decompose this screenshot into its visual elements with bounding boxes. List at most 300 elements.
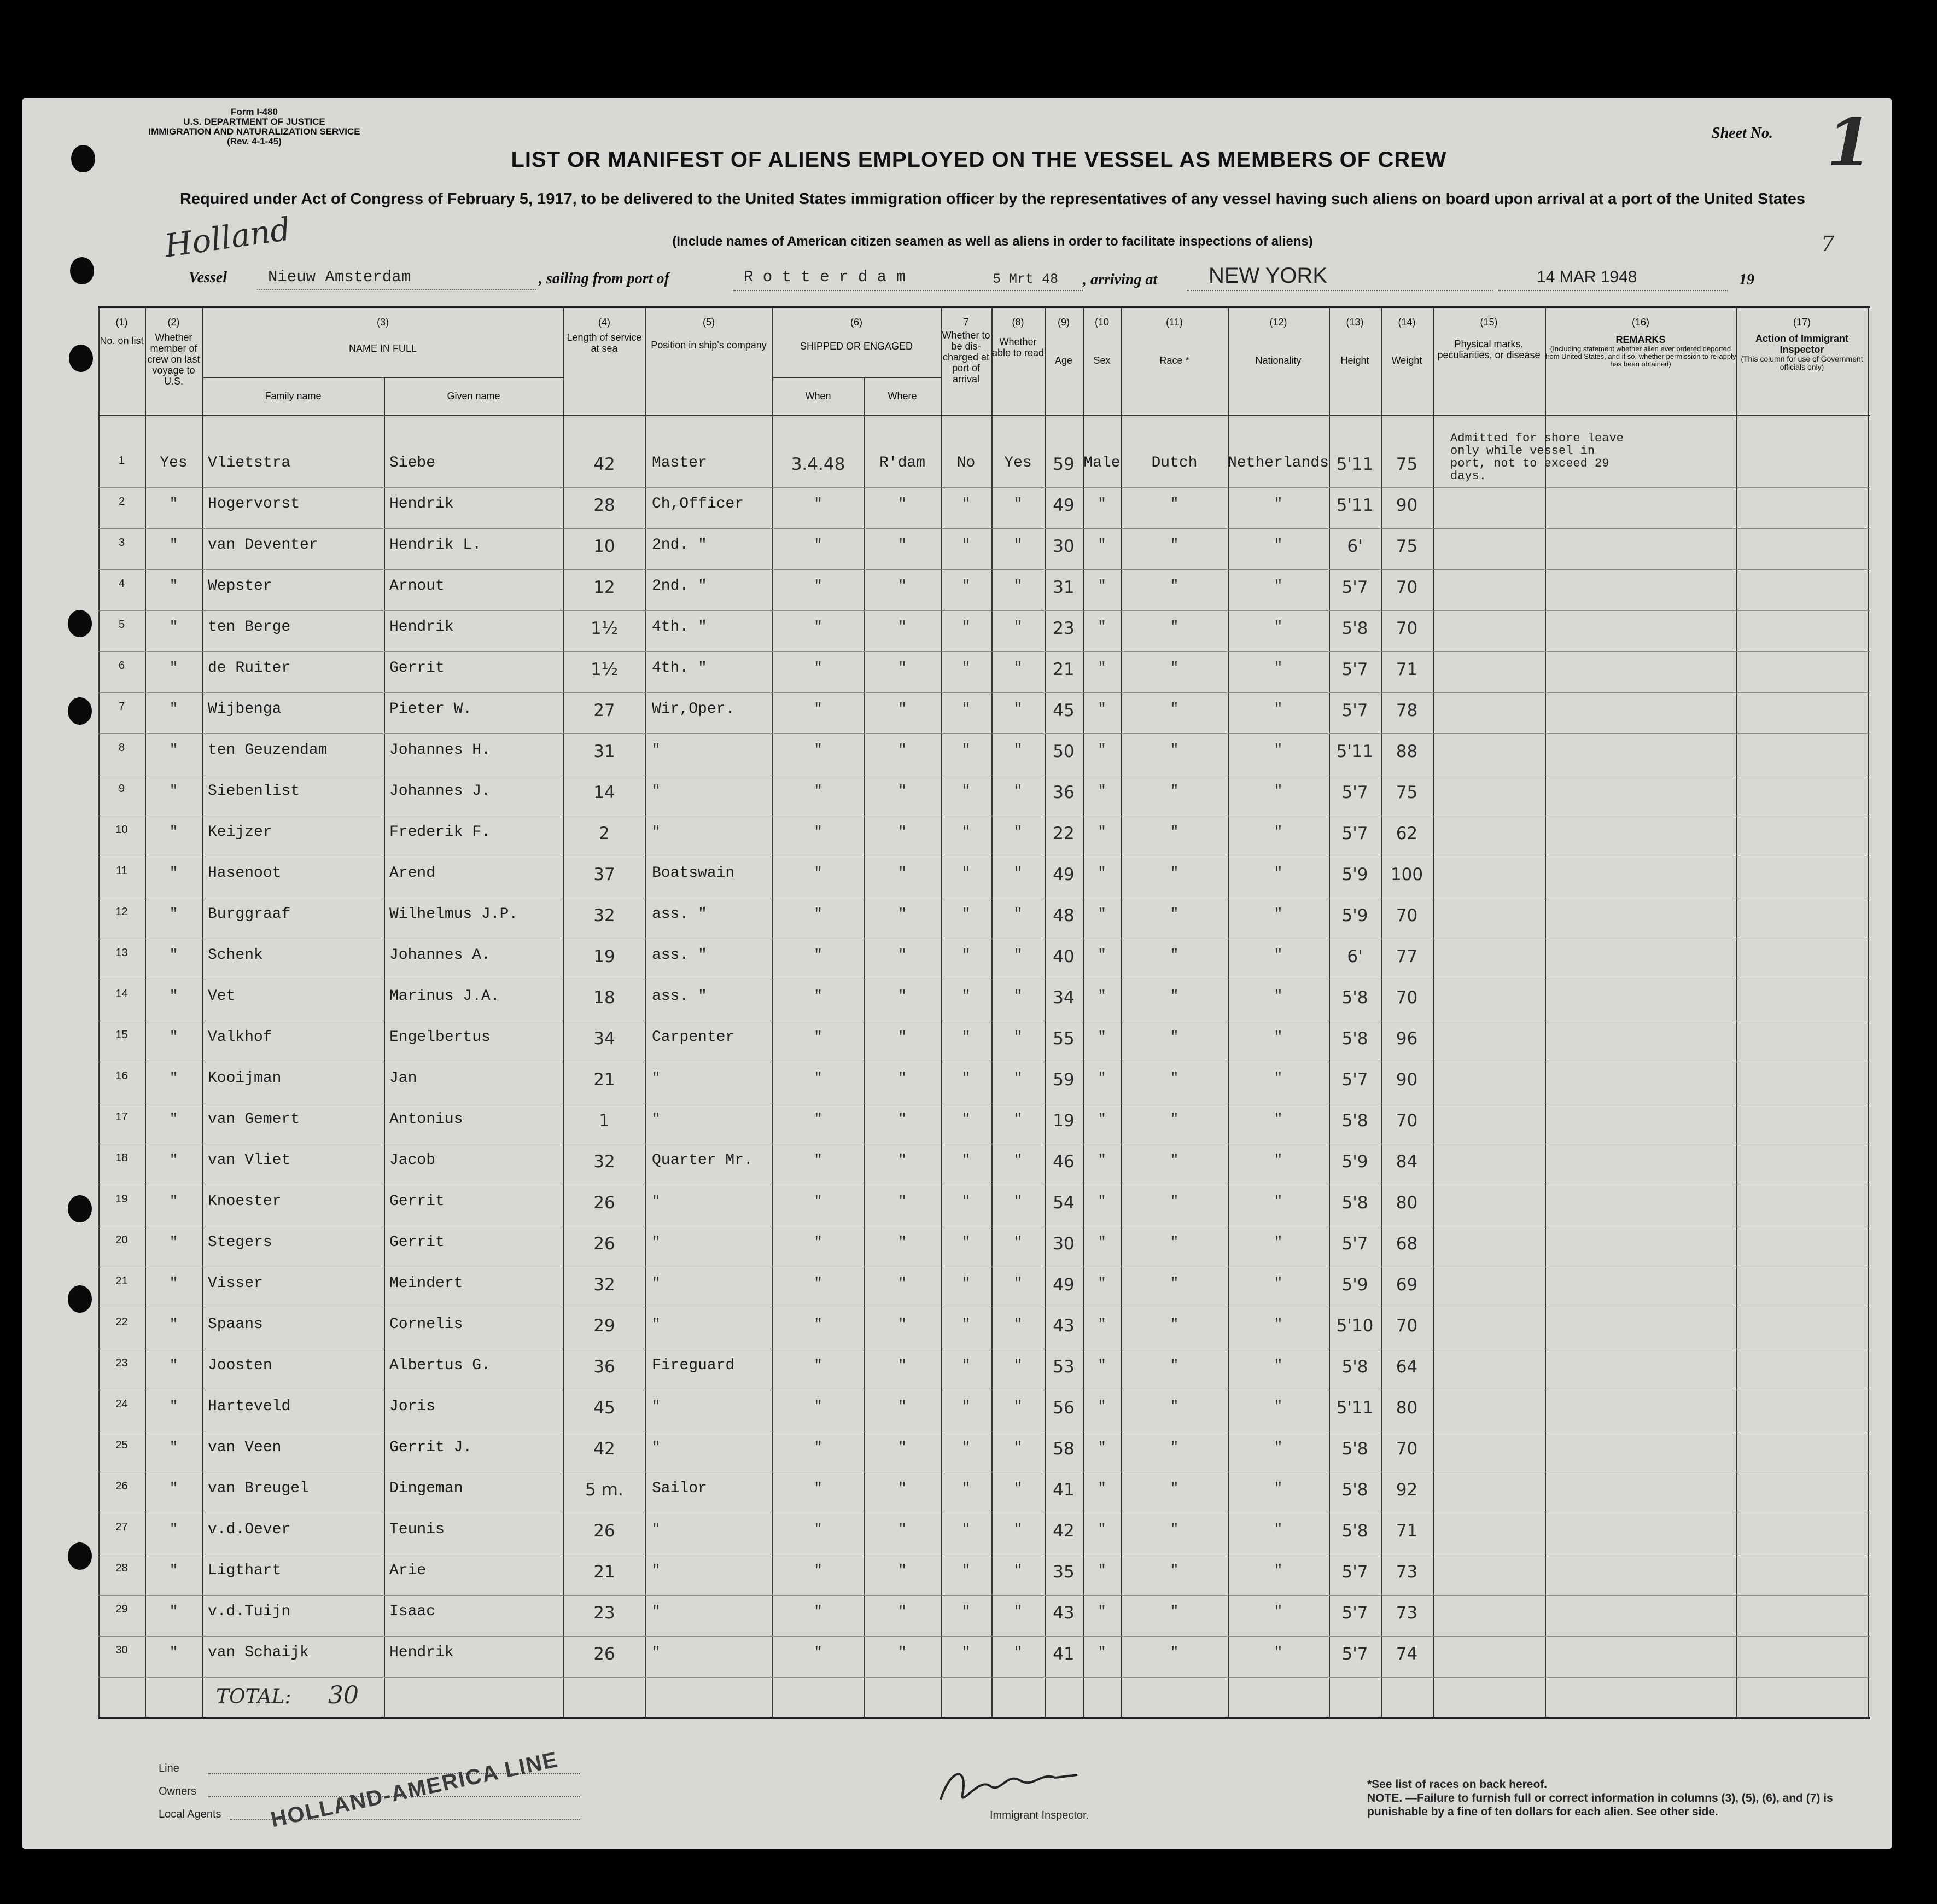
total-value: 30: [328, 1681, 359, 1709]
shipped-where-cell: ": [898, 1029, 907, 1045]
given-name-cell: Johannes H.: [389, 742, 491, 759]
age-cell: 54: [1053, 1193, 1075, 1213]
col-height-head: (13) Height: [1340, 317, 1369, 366]
age-cell: 46: [1053, 1152, 1075, 1172]
sex-cell: ": [1098, 783, 1106, 799]
position-cell: Quarter Mr.: [652, 1152, 753, 1169]
previous-voyage-cell: ": [169, 1070, 178, 1086]
age-cell: 30: [1053, 537, 1075, 556]
sex-cell: ": [1098, 537, 1106, 553]
row-number-cell: 19: [115, 1193, 128, 1205]
punch-hole: [68, 610, 92, 637]
previous-voyage-cell: ": [169, 660, 178, 676]
able-to-read-cell: ": [1013, 906, 1023, 922]
shipped-when-cell: ": [814, 783, 822, 799]
sex-cell: ": [1098, 1562, 1106, 1579]
row-number-cell: 27: [115, 1521, 128, 1533]
able-to-read-cell: ": [1013, 1234, 1023, 1250]
height-cell: 6': [1347, 947, 1363, 966]
discharged-cell: ": [961, 1603, 971, 1620]
weight-cell: 71: [1396, 660, 1418, 679]
sex-cell: ": [1098, 824, 1106, 840]
given-name-cell: Pieter W.: [389, 701, 472, 718]
age-cell: 41: [1053, 1644, 1075, 1664]
nationality-cell: ": [1274, 1644, 1283, 1661]
port-line: [733, 290, 1083, 291]
row-number-cell: 3: [118, 537, 125, 549]
length-of-service-cell: 23: [593, 1603, 615, 1623]
family-name-cell: van Gemert: [208, 1111, 300, 1128]
previous-voyage-cell: ": [169, 1398, 178, 1414]
height-cell: 5'8: [1341, 1111, 1368, 1131]
punch-hole: [70, 257, 94, 284]
height-cell: 5'9: [1341, 906, 1368, 925]
shipped-when-cell: ": [814, 824, 822, 840]
height-cell: 5'9: [1341, 1275, 1368, 1295]
previous-voyage-cell: ": [169, 619, 178, 635]
sex-cell: ": [1098, 1603, 1106, 1620]
nationality-cell: ": [1274, 1152, 1283, 1168]
punch-hole: [71, 145, 95, 172]
discharged-cell: ": [961, 947, 971, 963]
able-to-read-cell: ": [1013, 1029, 1023, 1045]
family-name-cell: Burggraaf: [208, 906, 291, 923]
shipped-where-cell: ": [898, 701, 907, 717]
shipped-where-cell: ": [898, 1111, 907, 1127]
height-cell: 5'7: [1341, 1562, 1368, 1582]
sex-cell: ": [1098, 1357, 1106, 1373]
row-number-cell: 22: [115, 1316, 128, 1328]
age-cell: 34: [1053, 988, 1075, 1008]
inspector-signature: [930, 1756, 1094, 1816]
able-to-read-cell: ": [1013, 824, 1023, 840]
race-cell: ": [1170, 1357, 1179, 1373]
height-cell: 5'7: [1341, 1070, 1368, 1090]
position-cell: ": [652, 1644, 661, 1661]
previous-voyage-cell: ": [169, 537, 178, 553]
discharged-cell: ": [961, 1029, 971, 1045]
table-row: [98, 1186, 1870, 1227]
nationality-cell: ": [1274, 1111, 1283, 1127]
age-cell: 59: [1053, 455, 1075, 474]
family-name-cell: Spaans: [208, 1316, 263, 1333]
sex-cell: ": [1098, 865, 1106, 881]
shipped-where-cell: ": [898, 1357, 907, 1373]
given-name-cell: Wilhelmus J.P.: [389, 906, 518, 923]
nationality-cell: ": [1274, 660, 1283, 676]
race-cell: ": [1170, 1398, 1179, 1414]
punch-hole: [68, 1542, 92, 1570]
race-cell: ": [1170, 619, 1179, 635]
nationality-cell: ": [1274, 1357, 1283, 1373]
height-cell: 5'9: [1341, 1152, 1368, 1172]
weight-cell: 78: [1396, 701, 1418, 720]
weight-cell: 70: [1396, 1316, 1418, 1336]
sex-cell: ": [1098, 496, 1106, 512]
length-of-service-cell: 45: [593, 1398, 615, 1418]
able-to-read-cell: ": [1013, 660, 1023, 676]
given-name-cell: Gerrit: [389, 660, 445, 677]
race-cell: Dutch: [1151, 455, 1198, 471]
shipped-when-cell: ": [814, 496, 822, 512]
row-number-cell: 7: [118, 701, 125, 713]
height-cell: 5'7: [1341, 824, 1368, 843]
nationality-cell: ": [1274, 1439, 1283, 1455]
previous-voyage-cell: ": [169, 496, 178, 512]
age-cell: 56: [1053, 1398, 1075, 1418]
arrival-port-line: [1187, 290, 1493, 291]
sex-cell: ": [1098, 1152, 1106, 1168]
footnote-races: *See list of races on back hereof.: [1367, 1778, 1548, 1791]
discharged-cell: ": [961, 1562, 971, 1579]
line-label: Line: [159, 1762, 179, 1774]
table-row: [98, 571, 1870, 612]
sex-cell: ": [1098, 1029, 1106, 1045]
length-of-service-cell: 26: [593, 1193, 615, 1213]
family-name-cell: Hasenoot: [208, 865, 282, 882]
department: U.S. DEPARTMENT OF JUSTICE: [183, 117, 325, 127]
previous-voyage-cell: ": [169, 742, 178, 758]
able-to-read-cell: ": [1013, 1521, 1023, 1538]
age-cell: 36: [1053, 783, 1075, 802]
table-row: [98, 1022, 1870, 1063]
arriving-label: , arriving at: [1083, 271, 1158, 288]
height-cell: 5'7: [1341, 660, 1368, 679]
length-of-service-cell: 1½: [591, 619, 618, 638]
age-cell: 21: [1053, 660, 1075, 679]
shipped-when-cell: ": [814, 537, 822, 553]
shipped-where-cell: ": [898, 865, 907, 881]
race-cell: ": [1170, 988, 1179, 1004]
height-cell: 5'11: [1336, 1398, 1374, 1418]
service-name: IMMIGRATION AND NATURALIZATION SERVICE: [148, 126, 360, 137]
family-name-cell: Schenk: [208, 947, 263, 964]
punch-hole: [68, 1285, 92, 1313]
given-name-cell: Joris: [389, 1398, 436, 1415]
given-name-cell: Isaac: [389, 1603, 436, 1620]
able-to-read-cell: ": [1013, 1070, 1023, 1086]
row-number-cell: 8: [118, 742, 125, 754]
shipped-when-cell: ": [814, 578, 822, 594]
age-cell: 49: [1053, 1275, 1075, 1295]
sex-cell: ": [1098, 660, 1106, 676]
sex-cell: ": [1098, 1111, 1106, 1127]
discharged-cell: ": [961, 537, 971, 553]
able-to-read-cell: Yes: [1004, 455, 1032, 471]
table-row: [98, 1597, 1870, 1638]
length-of-service-cell: 28: [593, 496, 615, 515]
nationality-cell: ": [1274, 578, 1283, 594]
shipped-when-cell: ": [814, 1603, 822, 1620]
punch-hole: [68, 1195, 92, 1222]
able-to-read-cell: ": [1013, 1603, 1023, 1620]
family-name-cell: Stegers: [208, 1234, 272, 1251]
position-cell: 4th. ": [652, 619, 707, 636]
position-cell: ": [652, 1070, 661, 1086]
shipped-where-cell: ": [898, 537, 907, 553]
nationality-cell: ": [1274, 824, 1283, 840]
nationality-cell: ": [1274, 1521, 1283, 1538]
position-cell: ": [652, 783, 661, 799]
discharged-cell: ": [961, 1398, 971, 1414]
col-discharged-head: 7 Whether to be dis-charged at port of arrival: [942, 317, 990, 385]
nationality-cell: ": [1274, 906, 1283, 922]
previous-voyage-cell: ": [169, 947, 178, 963]
shipped-when-cell: ": [814, 1480, 822, 1497]
length-of-service-cell: 36: [593, 1357, 615, 1377]
previous-voyage-cell: ": [169, 906, 178, 922]
given-name-cell: Gerrit J.: [389, 1439, 472, 1456]
row-number-cell: 13: [115, 947, 128, 959]
position-cell: ": [652, 1111, 661, 1127]
length-of-service-cell: 31: [593, 742, 615, 761]
length-of-service-cell: 32: [593, 906, 615, 925]
col-shipped-head: (6) SHIPPED OR ENGAGED: [800, 317, 913, 352]
weight-cell: 88: [1396, 742, 1418, 761]
length-of-service-cell: 5 m.: [585, 1480, 623, 1500]
revision: (Rev. 4-1-45): [227, 136, 282, 147]
weight-cell: 84: [1396, 1152, 1418, 1172]
given-name-cell: Gerrit: [389, 1234, 445, 1251]
weight-cell: 74: [1396, 1644, 1418, 1664]
family-name-cell: Wijbenga: [208, 701, 282, 718]
shipped-where-cell: ": [898, 906, 907, 922]
page-title: LIST OR MANIFEST OF ALIENS EMPLOYED ON THE VESSEL AS MEMBERS OF CREW: [511, 148, 1447, 172]
weight-cell: 77: [1396, 947, 1418, 966]
punch-hole: [68, 697, 92, 725]
given-name-cell: Hendrik L.: [389, 537, 482, 554]
family-name-cell: ten Geuzendam: [208, 742, 328, 759]
previous-voyage-cell: Yes: [160, 455, 188, 471]
race-cell: ": [1170, 660, 1179, 676]
form-number: Form I-480: [231, 107, 278, 117]
previous-voyage-cell: ": [169, 1275, 178, 1291]
discharged-cell: ": [961, 578, 971, 594]
local-agents-label: Local Agents: [159, 1808, 221, 1820]
shipped-when-cell: ": [814, 1357, 822, 1373]
table-row: [98, 1063, 1870, 1104]
discharged-cell: ": [961, 1480, 971, 1497]
race-cell: ": [1170, 1439, 1179, 1455]
length-of-service-cell: 19: [593, 947, 615, 966]
given-name-cell: Hendrik: [389, 496, 454, 513]
row-number-cell: 18: [115, 1152, 128, 1164]
nationality-cell: ": [1274, 1029, 1283, 1045]
table-row: [98, 1433, 1870, 1474]
previous-voyage-cell: ": [169, 824, 178, 840]
shipped-where-cell: ": [898, 1480, 907, 1497]
age-cell: 35: [1053, 1562, 1075, 1582]
age-cell: 43: [1053, 1316, 1075, 1336]
height-cell: 5'11: [1336, 742, 1374, 761]
discharged-cell: ": [961, 1521, 971, 1538]
race-cell: ": [1170, 1070, 1179, 1086]
height-cell: 5'11: [1336, 455, 1374, 474]
weight-cell: 70: [1396, 906, 1418, 925]
weight-cell: 90: [1396, 496, 1418, 515]
family-name-cell: Vlietstra: [208, 455, 291, 471]
position-cell: ass. ": [652, 906, 707, 923]
country-handwritten: Holland: [162, 210, 293, 265]
weight-cell: 70: [1396, 1111, 1418, 1131]
punch-hole: [69, 345, 93, 372]
sex-cell: ": [1098, 1193, 1106, 1209]
given-name-cell: Marinus J.A.: [389, 988, 500, 1005]
shipped-when-cell: ": [814, 1562, 822, 1579]
race-cell: ": [1170, 496, 1179, 512]
discharged-cell: ": [961, 1152, 971, 1168]
sex-cell: ": [1098, 988, 1106, 1004]
nationality-cell: ": [1274, 537, 1283, 553]
sailing-date: 5 Mrt 48: [993, 271, 1059, 287]
discharged-cell: ": [961, 701, 971, 717]
length-of-service-cell: 26: [593, 1521, 615, 1541]
total-label: TOTAL:: [216, 1686, 291, 1708]
sex-cell: ": [1098, 1644, 1106, 1661]
discharged-cell: ": [961, 1439, 971, 1455]
race-cell: ": [1170, 742, 1179, 758]
previous-voyage-cell: ": [169, 1521, 178, 1538]
discharged-cell: ": [961, 1316, 971, 1332]
given-name-cell: Hendrik: [389, 619, 454, 636]
nationality-cell: ": [1274, 1398, 1283, 1414]
table-row: [98, 1474, 1870, 1515]
discharged-cell: ": [961, 824, 971, 840]
nationality-cell: ": [1274, 1316, 1283, 1332]
weight-cell: 73: [1396, 1562, 1418, 1582]
race-cell: ": [1170, 865, 1179, 881]
instruction-note: (Include names of American citizen seamen as well as aliens in order to facilitate inspections of aliens): [672, 234, 1313, 249]
sex-cell: ": [1098, 1275, 1106, 1291]
shipped-when-cell: ": [814, 1111, 822, 1127]
table-row: [98, 858, 1870, 899]
nationality-cell: ": [1274, 1070, 1283, 1086]
shipped-where-cell: ": [898, 947, 907, 963]
height-cell: 5'11: [1336, 496, 1374, 515]
sex-cell: ": [1098, 578, 1106, 594]
sex-cell: ": [1098, 701, 1106, 717]
position-cell: Wir,Oper.: [652, 701, 735, 718]
able-to-read-cell: ": [1013, 1398, 1023, 1414]
col-race-head: (11) Race *: [1159, 317, 1189, 366]
weight-cell: 62: [1396, 824, 1418, 843]
given-name-cell: Siebe: [389, 455, 436, 471]
given-name-cell: Johannes J.: [389, 783, 491, 800]
table-row: [98, 694, 1870, 735]
position-cell: Sailor: [652, 1480, 707, 1497]
col-when-head: When: [805, 391, 831, 401]
position-cell: ": [652, 1398, 661, 1414]
able-to-read-cell: ": [1013, 1562, 1023, 1579]
given-name-cell: Arnout: [389, 578, 445, 595]
sex-cell: ": [1098, 1070, 1106, 1086]
able-to-read-cell: ": [1013, 742, 1023, 758]
race-cell: ": [1170, 1480, 1179, 1497]
length-of-service-cell: 14: [593, 783, 615, 802]
age-cell: 59: [1053, 1070, 1075, 1090]
shipped-when-cell: ": [814, 1029, 822, 1045]
nationality-cell: ": [1274, 947, 1283, 963]
race-cell: ": [1170, 1521, 1179, 1538]
previous-voyage-cell: ": [169, 1193, 178, 1209]
shipped-where-cell: ": [898, 1439, 907, 1455]
nationality-cell: ": [1274, 865, 1283, 881]
weight-cell: 64: [1396, 1357, 1418, 1377]
weight-cell: 92: [1396, 1480, 1418, 1500]
able-to-read-cell: ": [1013, 619, 1023, 635]
discharged-cell: ": [961, 865, 971, 881]
footnote-penalty: NOTE. —Failure to furnish full or correct information in columns (3), (5), (6), and (7) is punishable by a fine of ten dollars for each alien. See other side.: [1367, 1792, 1833, 1818]
position-cell: Fireguard: [652, 1357, 735, 1374]
col-name-head: (3) NAME IN FULL: [348, 317, 417, 354]
age-cell: 19: [1053, 1111, 1075, 1131]
shipped-when-cell: 3.4.48: [791, 455, 845, 474]
row-number-cell: 6: [118, 660, 125, 672]
row-number-cell: 12: [115, 906, 128, 918]
company-stamp: HOLLAND-AMERICA LINE: [269, 1747, 561, 1832]
length-of-service-cell: 42: [593, 455, 615, 474]
sex-cell: ": [1098, 1398, 1106, 1414]
nationality-cell: ": [1274, 1193, 1283, 1209]
arrival-date: 14 MAR 1948: [1537, 268, 1637, 286]
height-cell: 5'8: [1341, 1521, 1368, 1541]
col-where-head: Where: [888, 391, 917, 401]
row-number-cell: 9: [118, 783, 125, 795]
age-cell: 42: [1053, 1521, 1075, 1541]
corner-mark: 7: [1821, 232, 1835, 256]
race-cell: ": [1170, 906, 1179, 922]
race-cell: ": [1170, 1234, 1179, 1250]
discharged-cell: ": [961, 1111, 971, 1127]
row-number-cell: 20: [115, 1234, 128, 1246]
position-cell: ": [652, 824, 661, 840]
given-name-cell: Meindert: [389, 1275, 463, 1292]
family-name-cell: van Breugel: [208, 1480, 309, 1497]
given-name-cell: Hendrik: [389, 1644, 454, 1661]
age-cell: 40: [1053, 947, 1075, 966]
length-of-service-cell: 2: [599, 824, 610, 843]
able-to-read-cell: ": [1013, 783, 1023, 799]
given-name-cell: Dingeman: [389, 1480, 463, 1497]
height-cell: 5'7: [1341, 783, 1368, 802]
length-of-service-cell: 32: [593, 1275, 615, 1295]
family-name-cell: Joosten: [208, 1357, 272, 1374]
discharged-cell: ": [961, 1234, 971, 1250]
table-row: [98, 1227, 1870, 1268]
nationality-cell: ": [1274, 701, 1283, 717]
given-name-cell: Jacob: [389, 1152, 436, 1169]
position-cell: ass. ": [652, 947, 707, 964]
shipped-when-cell: ": [814, 660, 822, 676]
sex-cell: ": [1098, 619, 1106, 635]
previous-voyage-cell: ": [169, 1562, 178, 1579]
able-to-read-cell: ": [1013, 1111, 1023, 1127]
height-cell: 5'8: [1341, 988, 1368, 1008]
nationality-cell: ": [1274, 1603, 1283, 1620]
position-cell: 2nd. ": [652, 578, 707, 595]
weight-cell: 69: [1396, 1275, 1418, 1295]
table-row: [98, 1309, 1870, 1350]
shipped-where-cell: ": [898, 824, 907, 840]
weight-cell: 90: [1396, 1070, 1418, 1090]
year-label: 19: [1739, 271, 1754, 288]
age-cell: 31: [1053, 578, 1075, 597]
race-cell: ": [1170, 1275, 1179, 1291]
col-weight-head: (14) Weight: [1391, 317, 1422, 366]
height-cell: 5'10: [1336, 1316, 1374, 1336]
family-name-cell: Vet: [208, 988, 236, 1005]
family-name-cell: van Veen: [208, 1439, 282, 1456]
